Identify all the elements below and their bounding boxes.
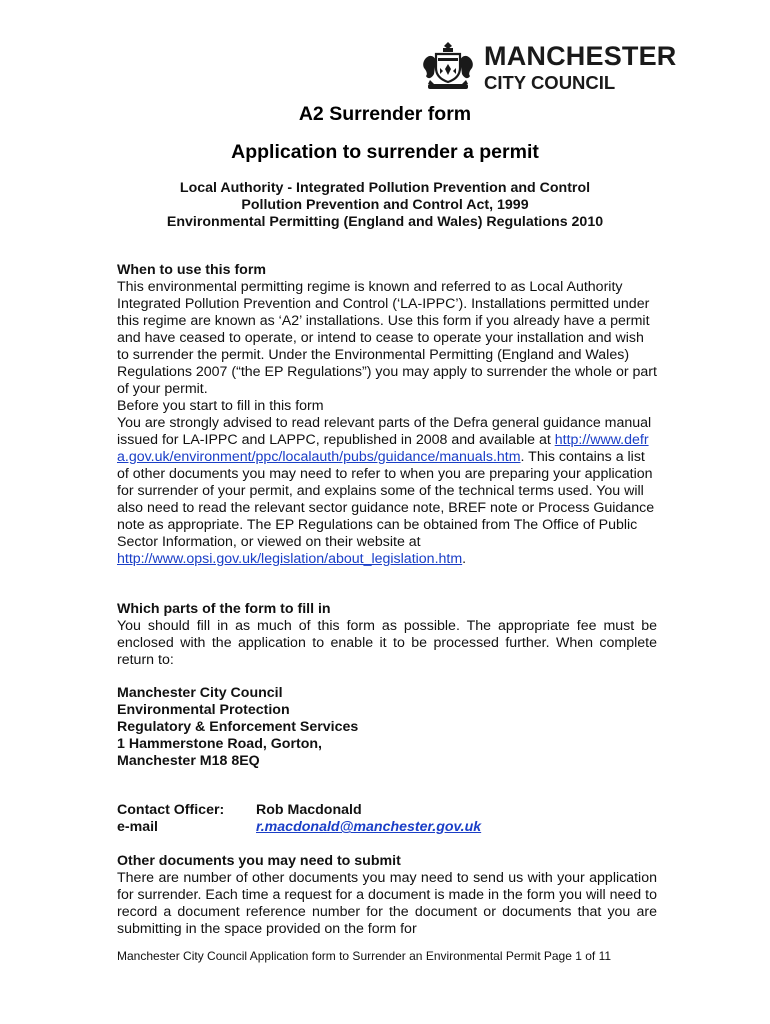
logo-line2: CITY COUNCIL [484, 72, 616, 93]
defra-guidance-link[interactable]: http://www.defra.gov.uk/environment/ppc/localauth/pubs/guidance/manuals.htm [117, 432, 649, 465]
which-text: You should fill in as much of this form as possible. The appropriate fee must be enclosed with the application to enable it to be processed further. When complete return to: [117, 618, 657, 668]
legislation-line-2: Pollution Prevention and Control Act, 1999 [241, 197, 529, 213]
before-paragraph [117, 415, 657, 568]
other-text: There are number of other documents you may need to send us with your application for surrender. Each time a request for a document is made in the form you will need to record a document reference number for the document or documents that you are submitting in the space provided on the form for [117, 870, 657, 937]
email-label: e-mail [117, 819, 159, 835]
legislation-line-1: Local Authority - Integrated Pollution Prevention and Control [179, 180, 591, 196]
council-logo [420, 38, 677, 94]
address-line: Regulatory & Enforcement Services [117, 719, 359, 735]
logo-line1: MANCHESTER [484, 41, 677, 71]
contact-block [117, 802, 657, 836]
link2-suffix: . [462, 551, 467, 567]
address-line: Environmental Protection [117, 702, 290, 718]
other-documents-section [117, 853, 657, 938]
email-row [117, 819, 657, 836]
email-link[interactable]: r.macdonald@manchester.gov.uk [256, 819, 482, 835]
other-heading: Other documents you may need to submit [117, 853, 401, 869]
when-section [117, 262, 657, 568]
when-heading: When to use this form [117, 262, 266, 278]
contact-officer-row [117, 802, 657, 819]
address-line: Manchester City Council [117, 685, 283, 701]
form-subtitle: Application to surrender a permit [231, 141, 539, 163]
coat-of-arms-icon [420, 38, 476, 94]
contact-officer-name: Rob Macdonald [256, 802, 362, 818]
before-text-continued: . This contains a list of other documents you may need to refer to when you are preparing your application for surrender of your permit, and explains some of the technical terms used. You will also need to read the relevant sector guidance note, BREF note or Process Guidance note as appropriate. The EP Regulations can be obtained from The Office of Public Sector Information, or viewed on their website at [117, 449, 655, 550]
before-heading: Before you start to fill in this form [117, 398, 324, 414]
form-title: A2 Surrender form [298, 103, 472, 125]
address-line: 1 Hammerstone Road, Gorton, [117, 736, 322, 752]
return-address [117, 685, 657, 770]
which-section [117, 601, 657, 669]
address-line: Manchester M18 8EQ [117, 753, 260, 769]
which-heading: Which parts of the form to fill in [117, 601, 331, 617]
opsi-legislation-link[interactable]: http://www.opsi.gov.uk/legislation/about_legislation.htm [117, 551, 463, 567]
before-text: You are strongly advised to read relevant parts of the Defra general guidance manual issued for LA-IPPC and LAPPC, republished in 2008 and available at [117, 415, 652, 448]
legislation-line-3: Environmental Permitting (England and Wales) Regulations 2010 [166, 214, 604, 230]
page-footer: Manchester City Council Application form to Surrender an Environmental Permit Page 1 of 11 [117, 949, 612, 963]
contact-officer-label: Contact Officer: [117, 802, 225, 818]
when-text: This environmental permitting regime is known and referred to as Local Authority Integrated Pollution Prevention and Control (‘LA-IPPC’). Installations permitted under this regime are known as ‘A2’ installations. Use this form if you already have a permit and have ceased to operate, or intend to cease to operate your installation and wish to surrender the permit. Under the Environmental Permitting (England and Wales) Regulations 2007 (“the EP Regulations”) you may apply to surrender the whole or part of your permit. [117, 279, 657, 397]
